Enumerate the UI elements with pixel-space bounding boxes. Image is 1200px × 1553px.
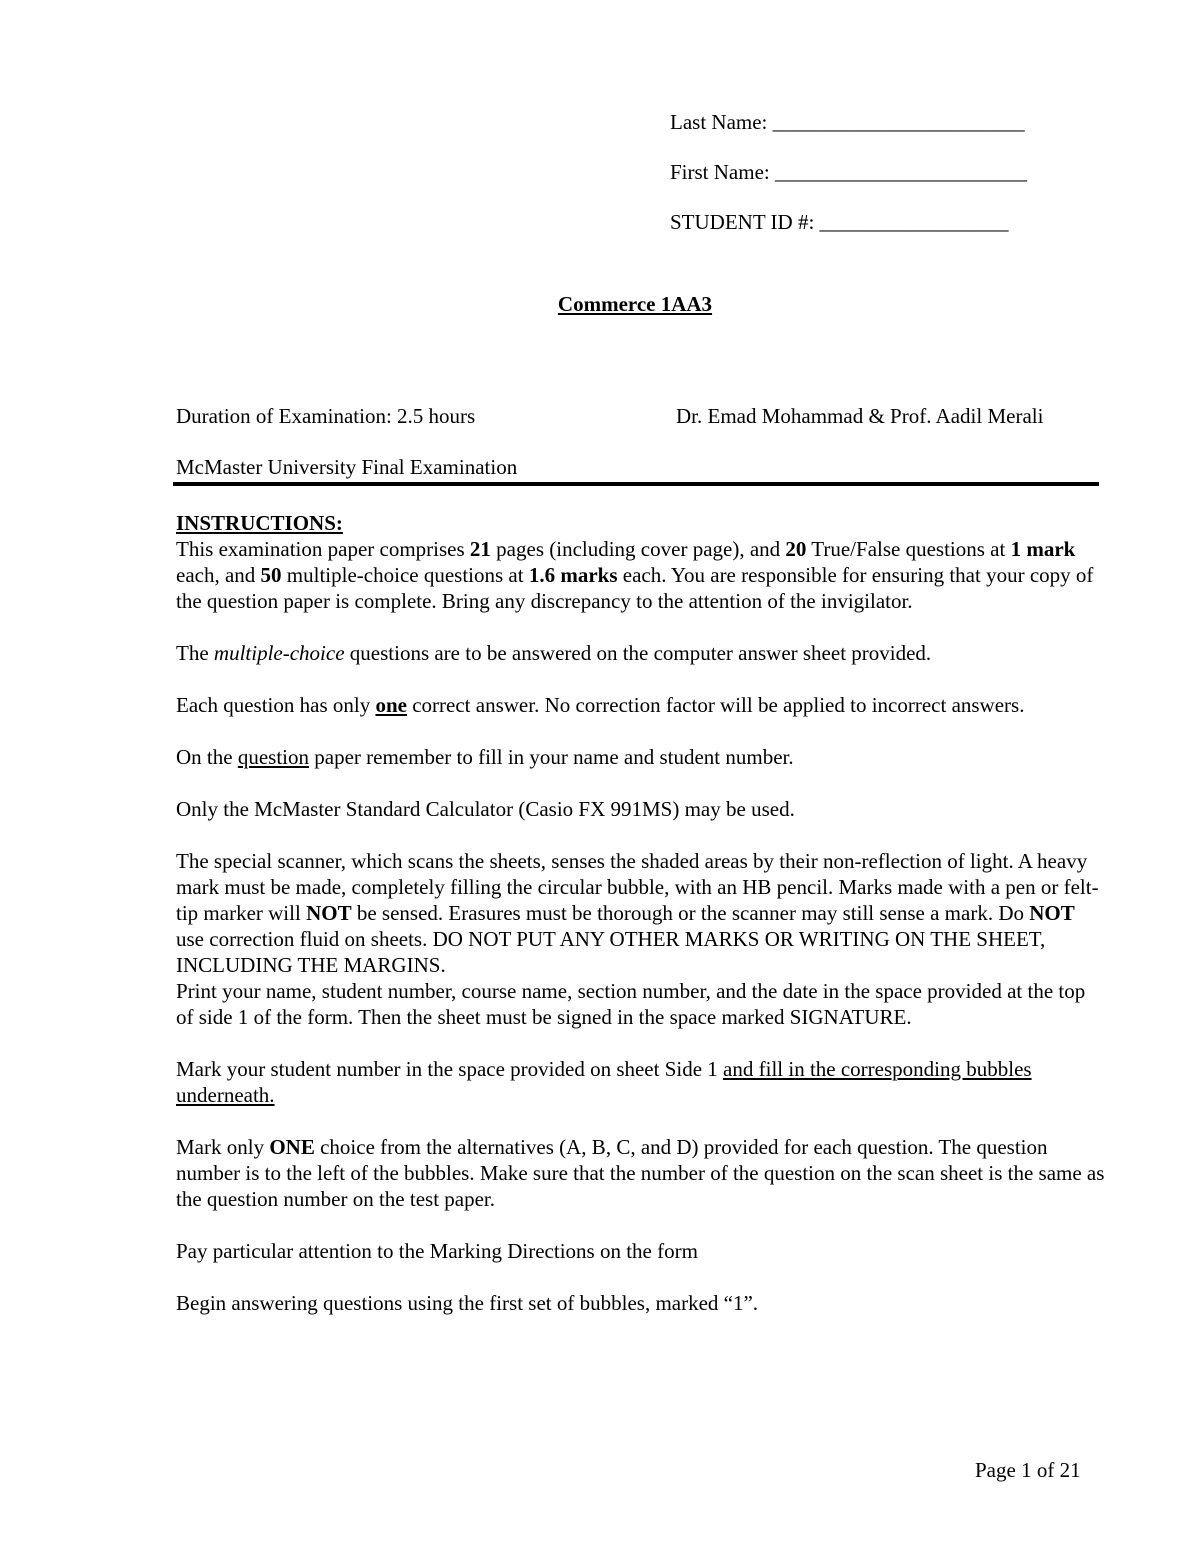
text-span: use correction fluid on sheets. DO NOT PUT ANY OTHER MARKS OR WRITING ON THE SHEET, INCLUDING THE MARGINS.: [176, 927, 1046, 977]
instruction-paragraph-6: [176, 848, 1106, 978]
course-title: Commerce 1AA3: [557, 292, 713, 316]
text-span: paper remember to fill in your name and student number.: [309, 745, 794, 769]
exam-duration: Duration of Examination: 2.5 hours: [176, 404, 476, 428]
instructions-heading: INSTRUCTIONS:: [176, 511, 343, 535]
emphasis: NOT: [1029, 901, 1075, 925]
emphasis: NOT: [306, 901, 352, 925]
header-divider: [173, 482, 1099, 486]
text-span: questions are to be answered on the computer answer sheet provided.: [344, 641, 932, 665]
text-span: Each question has only: [176, 693, 376, 717]
text-span: pages (including cover page), and: [490, 537, 786, 561]
exam-type: McMaster University Final Examination: [176, 455, 518, 479]
text-span: Mark only: [176, 1135, 270, 1159]
page-number: Page 1 of 21: [975, 1458, 1081, 1482]
instruction-paragraph-2: [176, 640, 1106, 666]
text-span: each, and: [176, 563, 261, 587]
text-span: each. You are responsible for ensuring that your copy of the question paper is complete. Bring any discrepancy to the attention of the invigilator.: [176, 563, 1094, 613]
tf-marks: 1 mark: [1010, 537, 1076, 561]
instruction-paragraph-1: [176, 536, 1106, 614]
text-span: This examination paper comprises: [176, 537, 470, 561]
instruction-paragraph-7: Print your name, student number, course name, section number, and the date in the space provided at the top of side 1 of the form. Then the sheet must be signed in the space marked SIGNATURE.: [176, 979, 1086, 1029]
text-span: True/False questions at: [806, 537, 1011, 561]
instruction-paragraph-8: [176, 1056, 1106, 1108]
text-span: choice from the alternatives (A, B, C, and D) provided for each question. The question number is to the left of the bubbles. Make sure that the number of the question on the scan sheet is the same as the question number on the test paper.: [176, 1135, 1105, 1211]
page-count: 21: [469, 537, 491, 561]
emphasis: ONE: [269, 1135, 315, 1159]
instruction-paragraph-4: [176, 744, 1106, 770]
emphasis: question: [237, 745, 309, 769]
mc-marks: 1.6 marks: [528, 563, 618, 587]
text-span: The special scanner, which scans the sheets, senses the shaded areas by their non-reflection of light. A heavy mark must be made, completely filling the circular bubble, with an HB pencil. Marks made with a pen or felt-tip marker will: [176, 849, 1099, 925]
exam-instructors: Dr. Emad Mohammad & Prof. Aadil Merali: [676, 404, 1044, 428]
text-span: The: [176, 641, 214, 665]
student-id-field: STUDENT ID #: __________________: [670, 210, 1009, 234]
last-name-field: Last Name: ________________________: [670, 110, 1025, 134]
text-span: On the: [176, 745, 238, 769]
instruction-paragraph-9: [176, 1134, 1106, 1212]
tf-count: 20: [785, 537, 807, 561]
first-name-field: First Name: ________________________: [670, 160, 1027, 184]
instruction-paragraph-3: [176, 692, 1106, 718]
text-span: Mark your student number in the space provided on sheet Side 1: [176, 1057, 724, 1081]
emphasis: one: [375, 693, 407, 717]
emphasis: and fill in the corresponding bubbles underneath.: [176, 1057, 1032, 1107]
mc-count: 50: [260, 563, 282, 587]
text-span: be sensed. Erasures must be thorough or the scanner may still sense a mark. Do: [351, 901, 1030, 925]
instructions-section: [176, 510, 1106, 1316]
text-span: correct answer. No correction factor will be applied to incorrect answers.: [406, 693, 1025, 717]
instruction-paragraph-5: Only the McMaster Standard Calculator (Casio FX 991MS) may be used.: [176, 797, 795, 821]
student-info-fields: [670, 108, 1027, 258]
emphasis: multiple-choice: [213, 641, 345, 665]
text-span: multiple-choice questions at: [281, 563, 529, 587]
instruction-paragraph-11: Begin answering questions using the first set of bubbles, marked “1”.: [176, 1291, 759, 1315]
instruction-paragraph-10: Pay particular attention to the Marking Directions on the form: [176, 1239, 698, 1263]
